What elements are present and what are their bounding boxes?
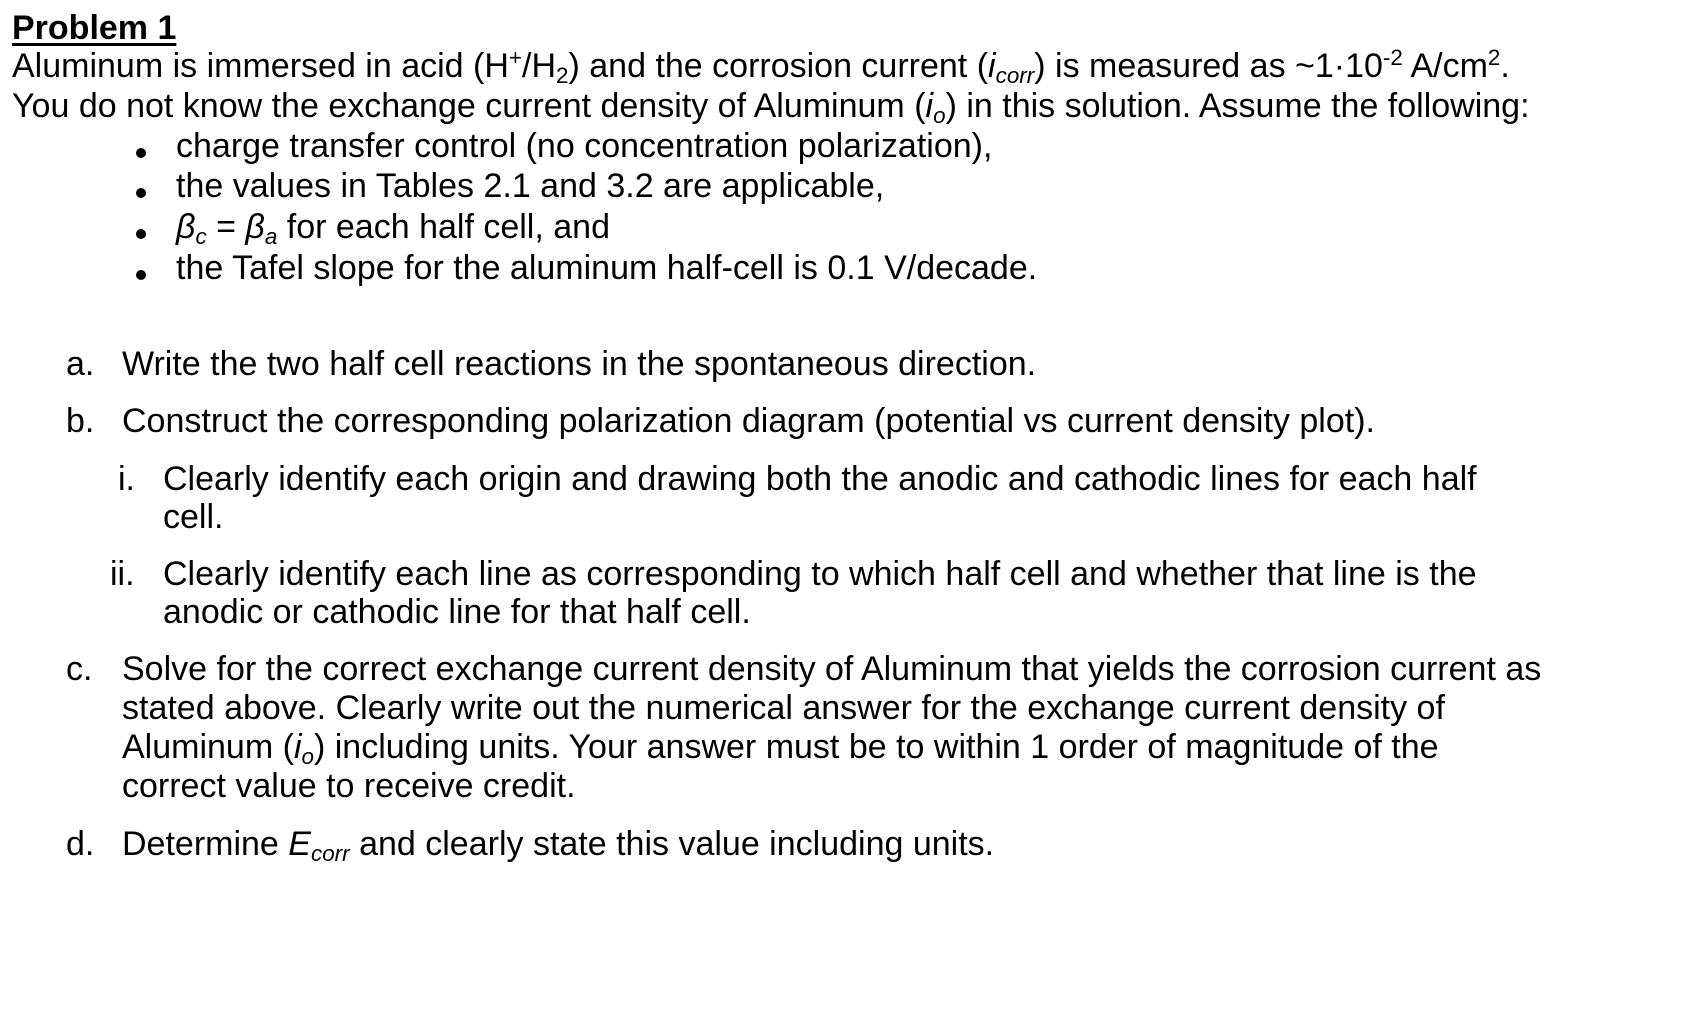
question-a-text: Write the two half cell reactions in the spontaneous direction. xyxy=(122,345,1037,383)
question-b-marker: b. xyxy=(66,402,95,440)
question-text: and clearly state this value including units. xyxy=(349,825,995,863)
intro-text: /H xyxy=(522,47,557,85)
equals-sign: = xyxy=(206,208,246,246)
question-text: Determine xyxy=(122,825,289,863)
bullet-icon xyxy=(136,188,146,198)
intro-text: A/cm xyxy=(1402,47,1488,85)
subquestion-ii-line2: anodic or cathodic line for that half cell. xyxy=(163,593,751,631)
bullet-icon xyxy=(136,148,146,158)
subquestion-i-line1: Clearly identify each origin and drawing both the anodic and cathodic lines for each half xyxy=(163,460,1477,498)
bullet-icon xyxy=(136,229,146,239)
exponent: -2 xyxy=(1382,45,1403,71)
io-subscript: o xyxy=(933,103,946,129)
question-text: ) including units. Your answer must be to within 1 order of magnitude of the xyxy=(313,728,1439,766)
io-symbol: i xyxy=(925,87,934,125)
assumption-3 xyxy=(176,207,610,250)
assumption-1: charge transfer control (no concentration polarization), xyxy=(176,127,993,165)
question-a-marker: a. xyxy=(66,345,95,383)
intro-text: Aluminum is immersed in acid (H xyxy=(12,47,509,85)
assumption-4: the Tafel slope for the aluminum half-cell is 0.1 V/decade. xyxy=(176,249,1038,287)
intro-text: ) is measured as ~1·10 xyxy=(1034,47,1383,85)
icorr-subscript: corr xyxy=(995,63,1035,89)
ecorr-symbol: E xyxy=(288,825,311,863)
superscript: + xyxy=(508,45,523,71)
question-d-marker: d. xyxy=(66,825,95,863)
io-subscript: o xyxy=(301,744,314,770)
subscript: c xyxy=(195,224,207,250)
question-b-text: Construct the corresponding polarization diagram (potential vs current density plot). xyxy=(122,402,1375,440)
question-c-line3 xyxy=(122,727,1439,770)
ecorr-subscript: corr xyxy=(310,841,350,867)
subquestion-i-line2: cell. xyxy=(163,498,224,536)
intro-text: You do not know the exchange current density of Aluminum ( xyxy=(12,87,926,125)
question-c-line4: correct value to receive credit. xyxy=(122,767,576,805)
intro-text: ) and the corrosion current ( xyxy=(568,47,989,85)
subquestion-i-marker: i. xyxy=(118,460,135,498)
subscript: 2 xyxy=(556,63,569,89)
question-d-text xyxy=(122,824,995,867)
subquestion-ii-marker: ii. xyxy=(110,555,135,593)
question-text: Aluminum ( xyxy=(122,728,294,766)
assumption-2: the values in Tables 2.1 and 3.2 are applicable, xyxy=(176,167,885,205)
beta-symbol: β xyxy=(176,208,196,246)
bullet-icon xyxy=(136,270,146,280)
io-symbol: i xyxy=(293,728,302,766)
subquestion-ii-line1: Clearly identify each line as corresponding to which half cell and whether that line is the xyxy=(163,555,1477,593)
question-c-marker: c. xyxy=(66,650,93,688)
question-c-line1: Solve for the correct exchange current density of Aluminum that yields the corrosion current as xyxy=(122,650,1542,688)
icorr-symbol: i xyxy=(988,47,996,85)
intro-line-2 xyxy=(12,86,1530,129)
beta-symbol: β xyxy=(245,208,265,246)
intro-text: ) in this solution. Assume the following: xyxy=(945,87,1530,125)
intro-line-1 xyxy=(12,45,1510,89)
assumption-text: for each half cell, and xyxy=(277,208,610,246)
intro-text: . xyxy=(1500,47,1510,85)
problem-title: Problem 1 xyxy=(12,9,177,47)
subscript: a xyxy=(264,224,278,250)
unit-exponent: 2 xyxy=(1487,45,1501,71)
question-c-line2: stated above. Clearly write out the numerical answer for the exchange current density of xyxy=(122,689,1445,727)
